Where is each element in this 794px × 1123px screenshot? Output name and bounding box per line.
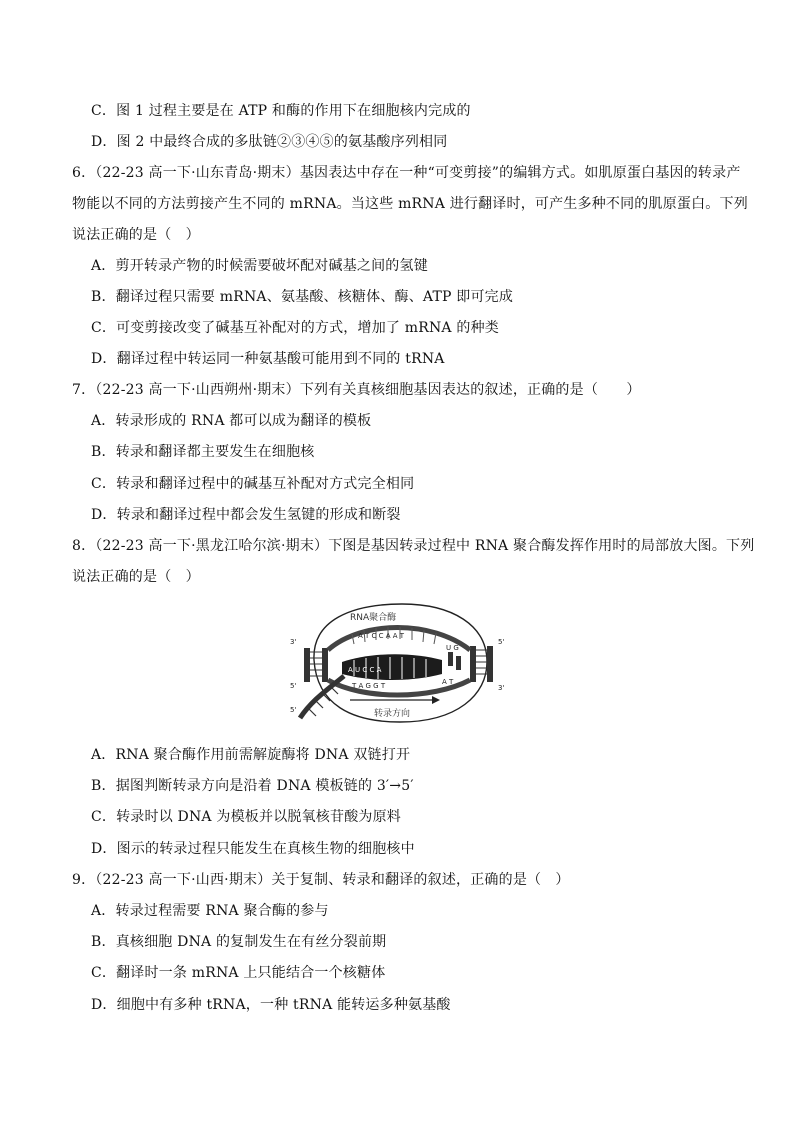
q9-option-d[interactable]: D．细胞中有多种 tRNA，一种 tRNA 能转运多种氨基酸 [91, 997, 451, 1013]
q6-option-c[interactable]: C．可变剪接改变了碱基互补配对的方式，增加了 mRNA 的种类 [91, 320, 499, 336]
left-5-prime-label-bottom: 5' [290, 706, 297, 714]
emerging-rna [300, 676, 344, 718]
direction-label: 转录方向 [374, 709, 411, 719]
q6-option-d[interactable]: D．翻译过程中转运同一种氨基酸可能用到不同的 tRNA [91, 351, 445, 367]
q8-option-d[interactable]: D．图示的转录过程只能发生在真核生物的细胞核中 [91, 841, 415, 857]
q6-option-b[interactable]: B．翻译过程只需要 mRNA、氨基酸、核糖体、酶、ATP 即可完成 [91, 289, 514, 305]
q6-option-a[interactable]: A．剪开转录产物的时候需要破坏配对碱基之间的氢键 [91, 258, 428, 274]
right-5-prime-label: 5' [498, 638, 505, 646]
incoming-nucleotides [448, 652, 461, 670]
q8-option-b[interactable]: B．据图判断转录方向是沿着 DNA 模板链的 3′→5′ [91, 778, 414, 794]
right-dna-stub [470, 646, 493, 682]
enzyme-label: RNA聚合酶 [350, 613, 397, 623]
q8-stem-line1: 8．（22-23 高一下·黑龙江哈尔滨·期末）下图是基因转录过程中 RNA 聚合酶发挥作用时的局部放大图。下列 [72, 538, 755, 554]
q9-option-a[interactable]: A．转录过程需要 RNA 聚合酶的参与 [91, 903, 329, 919]
left-5-prime-label-mid: 5' [290, 682, 297, 690]
q7-option-c[interactable]: C．转录和翻译过程中的碱基互补配对方式完全相同 [91, 476, 415, 492]
q9-option-b[interactable]: B．真核细胞 DNA 的复制发生在有丝分裂前期 [91, 934, 387, 950]
q7-option-a[interactable]: A．转录形成的 RNA 都可以成为翻译的模板 [91, 413, 372, 429]
q6-stem-line2: 物能以不同的方法剪接产生不同的 mRNA。当这些 mRNA 进行翻译时，可产生多种不同的肌原蛋白。下列 [72, 196, 748, 212]
q6-stem-line1: 6．（22-23 高一下·山东青岛·期末）基因表达中存在一种“可变剪接”的编辑方式。如肌原蛋白基因的转录产 [72, 165, 741, 181]
q6-stem-line3: 说法正确的是（ ） [72, 227, 200, 243]
left-dna-stub [304, 648, 328, 682]
q9-option-c[interactable]: C．翻译时一条 mRNA 上只能结合一个核糖体 [91, 965, 386, 981]
rna-new-bases: U G [446, 644, 459, 652]
q9-stem-line1: 9．（22-23 高一下·山西·期末）关于复制、转录和翻译的叙述，正确的是（ ） [72, 872, 570, 888]
template-strand-letters: T A G G T [352, 682, 386, 690]
q8-stem-line2: 说法正确的是（ ） [72, 569, 200, 585]
q7-option-d[interactable]: D．转录和翻译过程中都会发生氢键的形成和断裂 [91, 507, 401, 523]
right-bases: A T [442, 678, 454, 686]
q8-option-a[interactable]: A．RNA 聚合酶作用前需解旋酶将 DNA 双链打开 [91, 747, 411, 763]
transcription-diagram [282, 600, 512, 728]
right-3-prime-label: 3' [498, 684, 505, 692]
coding-strand-letters: A T C C A A T [358, 632, 405, 640]
rna-strand-letters: A U C C A [348, 666, 382, 674]
direction-arrowhead [432, 696, 440, 704]
q5-option-c[interactable]: C．图 1 过程主要是在 ATP 和酶的作用下在细胞核内完成的 [91, 103, 471, 119]
q8-option-c[interactable]: C．转录时以 DNA 为模板并以脱氧核苷酸为原料 [91, 809, 401, 825]
q7-option-b[interactable]: B．转录和翻译都主要发生在细胞核 [91, 444, 315, 460]
q7-stem-line1: 7．（22-23 高一下·山西朔州·期末）下列有关真核细胞基因表达的叙述，正确的是（ ） [72, 382, 641, 398]
left-3-prime-label: 3' [290, 638, 297, 646]
q5-option-d[interactable]: D．图 2 中最终合成的多肽链②③④⑤的氨基酸序列相同 [91, 134, 448, 150]
